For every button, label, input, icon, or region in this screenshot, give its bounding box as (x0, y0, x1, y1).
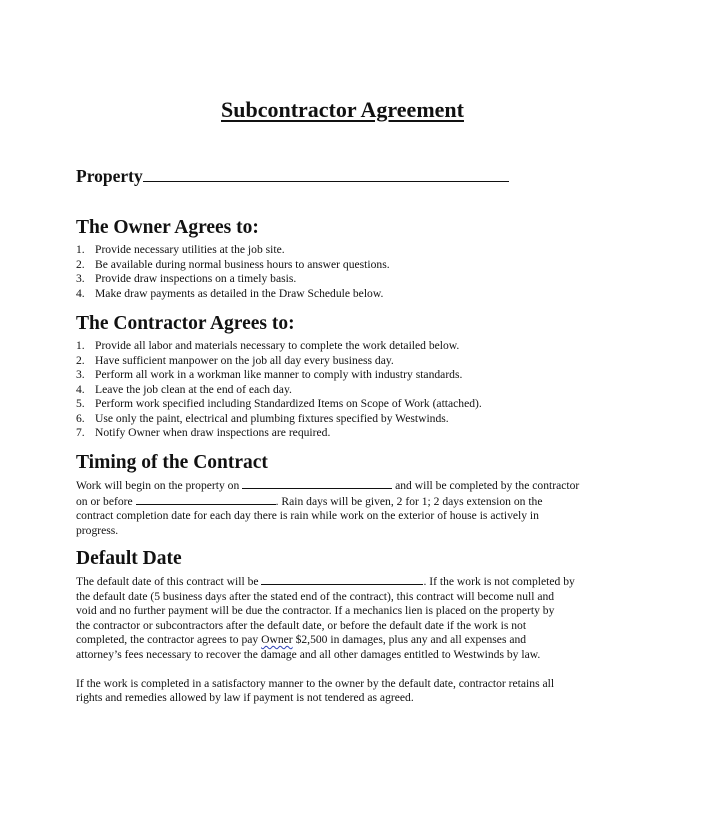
list-item-text: Perform all work in a workman like manner to comply with industry standards. (95, 368, 463, 381)
list-item-text: Leave the job clean at the end of each day. (95, 382, 292, 396)
contractor-list (76, 339, 616, 441)
spellcheck-word: Owner (261, 633, 293, 646)
contractor-heading: The Contractor Agrees to: (76, 313, 295, 334)
property-field (76, 165, 509, 187)
default-date-blank (261, 574, 423, 585)
owner-heading: The Owner Agrees to: (76, 217, 259, 238)
list-item (76, 339, 616, 354)
list-item-text: Have sufficient manpower on the job all day every business day. (95, 353, 394, 367)
timing-text: on or before (76, 494, 133, 508)
list-item-number: 6. (76, 411, 85, 425)
list-item (76, 397, 616, 412)
list-item (76, 383, 616, 398)
default-text: If the work is completed in a satisfactory manner to the owner by the default date, contractor retains all (76, 676, 555, 690)
default-paragraph-2 (76, 677, 616, 706)
list-item-text: Provide necessary utilities at the job site. (95, 243, 285, 256)
default-text: void and no further payment will be due the contractor. If a mechanics lien is placed on the property by (76, 604, 555, 617)
list-item (76, 368, 616, 383)
list-item-text: Provide draw inspections on a timely basis. (95, 272, 297, 285)
default-paragraph (76, 574, 616, 662)
list-item-number: 2. (76, 257, 85, 271)
list-item-number: 3. (76, 368, 85, 381)
list-item (76, 354, 616, 369)
list-item-number: 5. (76, 397, 85, 410)
timing-text: Work will begin on the property on (76, 479, 240, 492)
default-text: attorney’s fees necessary to recover the damage and all other damages entitled to Westwinds by law. (76, 647, 541, 661)
list-item (76, 258, 616, 273)
default-text: The default date of this contract will be (76, 575, 259, 588)
list-item-number: 4. (76, 286, 85, 300)
timing-text: contract completion date for each day there is rain while work on the exterior of house is actively in (76, 509, 539, 522)
default-text: the default date (5 business days after the stated end of the contract), this contract will become null and (76, 589, 555, 603)
timing-section (76, 452, 616, 538)
timing-text: . Rain days will be given, 2 for 1; 2 days extension on the (275, 494, 543, 508)
list-item (76, 272, 616, 287)
list-item-number: 2. (76, 353, 85, 367)
default-text: completed, the contractor agrees to pay (76, 633, 259, 646)
list-item-text: Provide all labor and materials necessary to complete the work detailed below. (95, 339, 460, 352)
timing-heading: Timing of the Contract (76, 452, 268, 473)
list-item (76, 243, 616, 258)
list-item-text: Be available during normal business hours to answer questions. (95, 257, 390, 271)
list-item-text: Perform work specified including Standardized Items on Scope of Work (attached). (95, 397, 482, 410)
default-section (76, 548, 616, 706)
contractor-section (76, 313, 616, 441)
list-item (76, 412, 616, 427)
list-item (76, 287, 616, 302)
start-date-blank (242, 478, 392, 489)
default-heading: Default Date (76, 548, 182, 569)
list-item-number: 1. (76, 339, 85, 352)
list-item-number: 3. (76, 272, 85, 285)
list-item-text: Notify Owner when draw inspections are required. (95, 426, 331, 439)
default-text: the contractor or subcontractors after the default date, or before the default date if the work is not (76, 618, 527, 632)
list-item-number: 4. (76, 382, 85, 396)
owner-list (76, 243, 616, 301)
timing-text: and will be completed by the contractor (395, 479, 580, 492)
owner-section (76, 217, 616, 301)
document-title: Subcontractor Agreement (221, 97, 464, 122)
default-text: . If the work is not completed by (423, 575, 575, 588)
list-item-text: Make draw payments as detailed in the Draw Schedule below. (95, 286, 384, 300)
list-item (76, 426, 616, 441)
completion-date-blank (136, 494, 276, 505)
timing-text: progress. (76, 523, 119, 537)
default-text: rights and remedies allowed by law if payment is not tendered as agreed. (76, 691, 414, 704)
list-item-text: Use only the paint, electrical and plumbing fixtures specified by Westwinds. (95, 411, 449, 425)
default-text: $2,500 in damages, plus any and all expenses and (292, 633, 527, 646)
property-label: Property (76, 166, 143, 186)
list-item-number: 1. (76, 243, 85, 256)
timing-paragraph (76, 478, 616, 538)
list-item-number: 7. (76, 426, 85, 439)
property-blank-line (143, 165, 509, 182)
